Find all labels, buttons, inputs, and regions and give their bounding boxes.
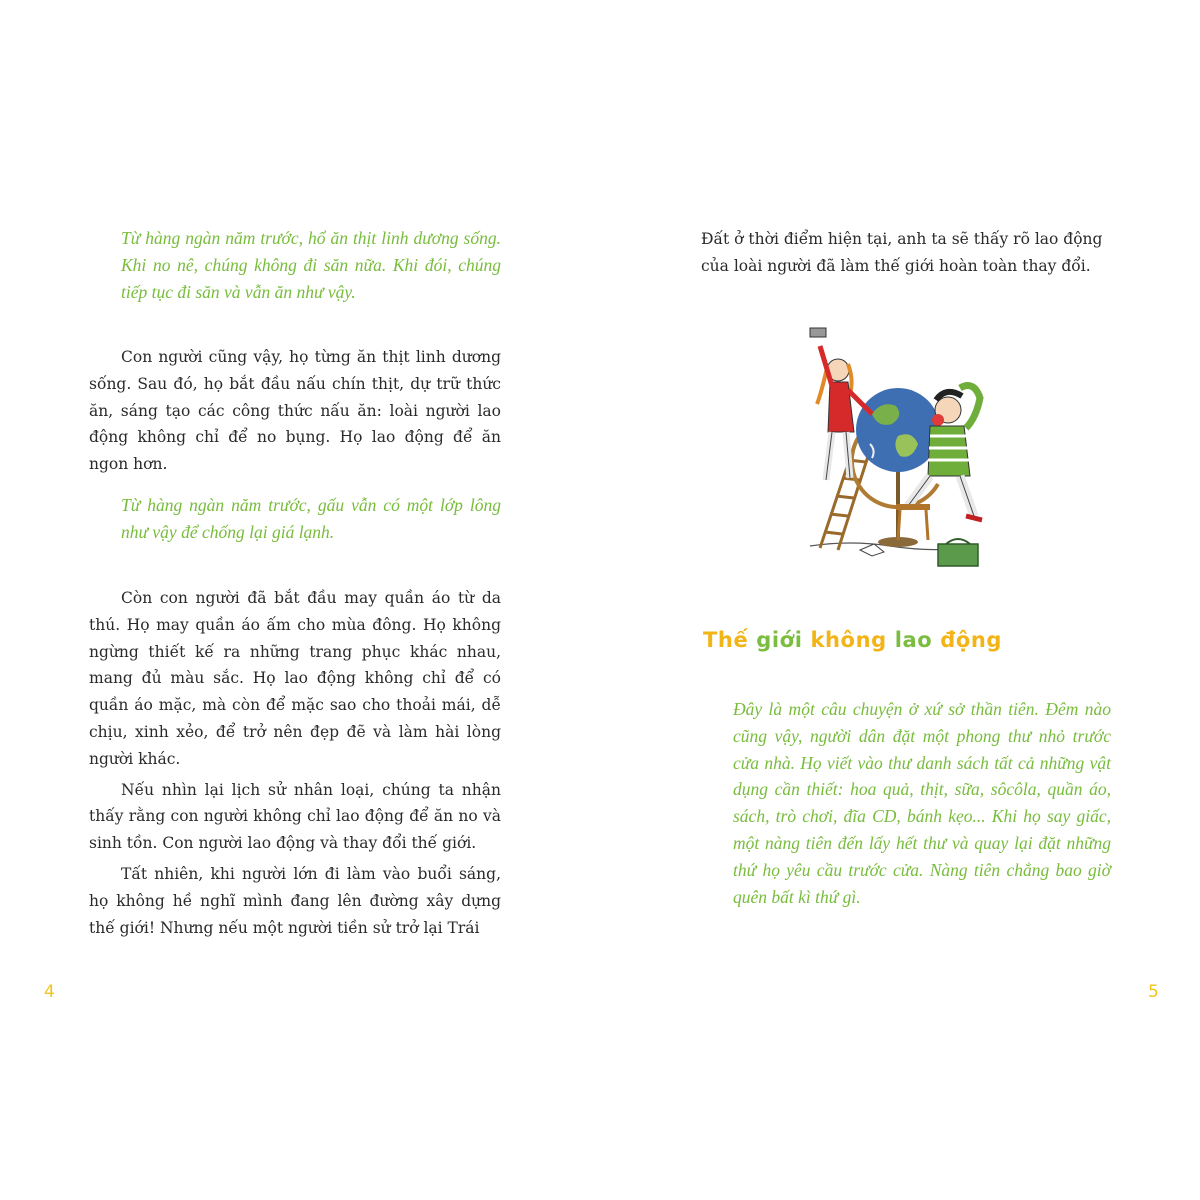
quote-tiger: Từ hàng ngàn năm trước, hổ ăn thịt linh dương sống. Khi no nê, chúng không đi săn nữa. Khi đói, chúng tiếp tục đi săn và vẫn ăn như vậy. <box>121 228 501 302</box>
paragraph-clothes <box>89 585 501 941</box>
paragraph-adults-text: Tất nhiên, khi người lớn đi làm vào buổi sáng, họ không hề nghĩ mình đang lên đường xây dựng thế giới! Nhưng nếu một người tiền sử trở lại Trái <box>89 864 501 937</box>
quote-fairy-story: Đây là một câu chuyện ở xứ sở thần tiên. Đêm nào cũng vậy, người dân đặt một phong thư nhỏ trước cửa nhà. Họ viết vào thư danh sách tất cả những vật dụng cần thiết: hoa quả, thịt, sữa, sôcôla, quần áo, sách, trò chơi, đĩa CD, bánh kẹo... Khi họ say giấc, một nàng tiên đến lấy hết thư và quay lại đặt những thứ họ yêu cầu trước cửa. Nàng tiên chẳng bao giờ quên bất kì thứ gì. <box>733 699 1111 907</box>
paragraph-food <box>89 344 501 478</box>
page-number-left: 4 <box>44 982 55 1002</box>
heading-word-4: lao <box>894 628 933 652</box>
heading-word-1: Thế <box>703 628 749 652</box>
right-page <box>600 0 1200 1200</box>
globe-painters-illustration <box>780 318 1000 590</box>
paragraph-food-text: Con người cũng vậy, họ từng ăn thịt linh dương sống. Sau đó, họ bắt đầu nấu chín thịt, dự trữ thức ăn, sáng tạo các công thức nấu ăn: loài người lao động không chỉ để no bụng. Họ lao động để ăn ngon hơn. <box>89 348 501 474</box>
paragraph-history-text: Nếu nhìn lại lịch sử nhân loại, chúng ta nhận thấy rằng con người không chỉ lao động để ăn no và sinh tồn. Con người lao động và thay đổi thế giới. <box>89 780 501 853</box>
section-heading <box>703 628 1002 652</box>
paragraph-continued <box>701 226 1121 280</box>
heading-word-3: không <box>810 628 887 652</box>
paragraph-continued-text: Đất ở thời điểm hiện tại, anh ta sẽ thấy rõ lao động của loài người đã làm thế giới hoàn toàn thay đổi. <box>701 230 1103 275</box>
heading-word-2: giới <box>756 628 803 652</box>
paragraph-clothes-text: Còn con người đã bắt đầu may quần áo từ da thú. Họ may quần áo ấm cho mùa đông. Họ không ngừng thiết kế ra những trang phục khác nhau, mang đủ màu sắc. Họ lao động không chỉ để có quần áo mặc, mà còn để mặc sao cho thoải mái, dễ chịu, xinh xẻo, để trở nên đẹp đẽ và làm hài lòng người khác. <box>89 589 501 768</box>
quote-bear: Từ hàng ngàn năm trước, gấu vẫn có một lớp lông như vậy để chống lại giá lạnh. <box>121 495 501 542</box>
page-number-right: 5 <box>1148 982 1159 1002</box>
heading-word-5: động <box>940 628 1003 652</box>
